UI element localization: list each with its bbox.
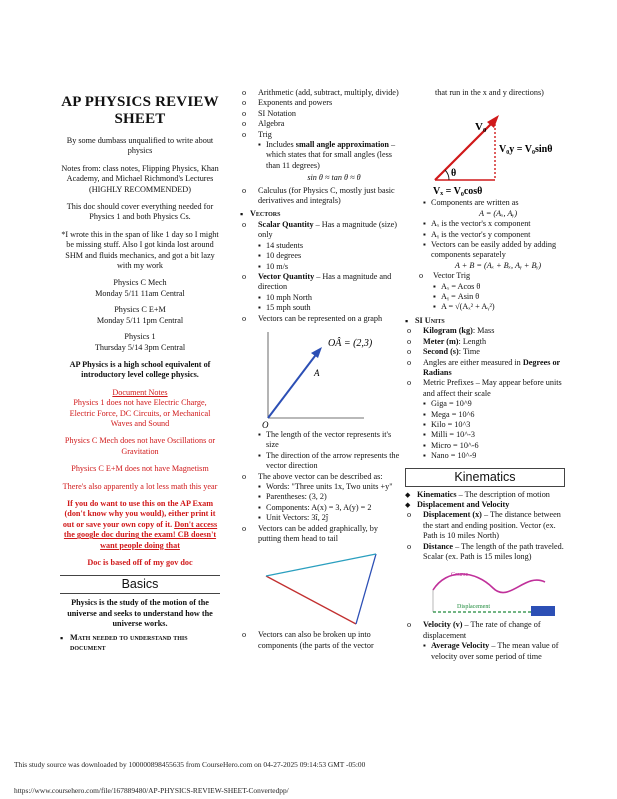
exam-phys1-name: Physics 1 [124, 332, 156, 342]
document-notes-body: Physics 1 does not have Electric Charge, Electric Force, DC Circuits, or Mechanical Waves and Sound [69, 398, 211, 428]
diagram-course-label: Course [451, 572, 468, 579]
list-item [405, 620, 565, 641]
list-item: o Vector Trig [405, 271, 565, 281]
vectors-list [240, 209, 402, 323]
avg-velocity-label: Average Velocity [431, 641, 490, 651]
list-item: ▪ Nano = 10^-9 [405, 451, 565, 461]
angles-b: Degrees or Radians [423, 357, 561, 377]
vectors-heading: Vectors [250, 209, 281, 219]
displacement-label: Displacement (x) [423, 510, 482, 520]
m-desc: : Length [458, 336, 487, 346]
exam-mech-time: Monday 5/11 11am Central [95, 288, 185, 298]
exam-em [60, 305, 220, 326]
vector-notes [240, 430, 402, 544]
velocity-list [405, 620, 565, 662]
components-list [240, 630, 402, 651]
scalar-label: Scalar Quantity [258, 219, 314, 229]
list-item: ▪ 10 mph North [240, 293, 402, 303]
exam-mech-name: Physics C Mech [113, 278, 167, 288]
diagram-vector-a [266, 576, 356, 624]
vector-desc: – Has a magnitude and direction [258, 271, 392, 292]
list-item: ▪ Micro = 10^-6 [405, 441, 565, 451]
section-basics: Basics [60, 575, 220, 594]
diagram-vector-b [356, 554, 376, 624]
list-item [405, 641, 565, 662]
document-notes [60, 388, 220, 430]
si-units-heading: SI Units [415, 315, 445, 325]
list-item: ▪ Parentheses: (3, 2) [240, 492, 402, 502]
list-item: ▪ 10 degrees [240, 251, 402, 261]
displacement-diagram [427, 566, 557, 618]
comp-eq: A = (Aₓ, Aᵧ) [478, 208, 518, 218]
list-item: ▪ Giga = 10^9 [405, 399, 565, 409]
list-item [405, 347, 565, 357]
s-desc: : Time [458, 347, 480, 357]
exam-note: There's also apparently a lot less math this year [62, 481, 218, 491]
wrote-note: *I wrote this in the span of like 1 day so I might be missing stuff. Also I got kinda lost around SHM and fluids mechanics, and got a bit lazy with my work [61, 229, 219, 271]
list-item [405, 542, 565, 563]
distance-label: Distance [423, 541, 454, 551]
distance-desc: – The length of the path traveled. Scalar (ex. Path is 15 miles long) [423, 541, 564, 561]
list-item: ▪ Aᵧ is the vector's y component [405, 230, 565, 240]
list-item: ▪ Unit Vectors: 3î, 2ĵ [240, 513, 402, 523]
list-item [240, 272, 402, 293]
list-item: ▪ The direction of the arrow represents the vector direction [240, 451, 402, 472]
small-angle-b: small angle approximation [295, 140, 389, 150]
list-item: o Metric Prefixes – May appear before units and affect their scale [405, 378, 565, 399]
section-kinematics: Kinematics [405, 468, 565, 487]
list-item: o Calculus (for Physics C, mostly just basic derivatives and integrals) [240, 186, 402, 207]
list-item: ▪ The length of the vector represents it's size [240, 430, 402, 451]
diagram-vector-sum [266, 554, 376, 576]
scalar-desc: – Has a magnitude (size) only [258, 219, 398, 240]
list-item [405, 358, 565, 379]
diagram-end-marker [531, 606, 555, 616]
component-diagram [405, 100, 565, 198]
column-left [60, 88, 220, 653]
exam-mech [60, 278, 220, 299]
list-item: ▪ Aᵧ = Asin θ [405, 292, 565, 302]
list-item [405, 490, 565, 500]
list-item: o Vectors can also be broken up into components (the parts of the vector [240, 630, 402, 651]
components-cont: that run in the x and y directions) [435, 88, 544, 97]
exam-em-name: Physics C E+M [114, 305, 166, 315]
angles-a: Angles are either measured in [423, 357, 523, 367]
list-item: o SI Notation [240, 109, 402, 119]
list-item: o Arithmetic (add, subtract, multiply, divide) [240, 88, 402, 98]
s-label: Second (s) [423, 347, 459, 357]
list-item: ◆ Displacement and Velocity [405, 500, 565, 510]
basics-list [60, 633, 220, 654]
footer-url[interactable]: https://www.coursehero.com/file/167889480/AP-PHYSICS-REVIEW-SHEET-Convertedpp/ [14, 786, 289, 795]
notes-from: Notes from: class notes, Flipping Physics, Khan Academy, and Michael Richmond's Lectures (HIGHLY RECOMMENDED) [61, 163, 219, 194]
footer-source: This study source was downloaded by 100000898455635 from CourseHero.com on 04-27-2025 09:14:53 GMT -05:00 [14, 760, 366, 769]
head-to-tail-diagram [252, 546, 402, 630]
list-item: ▪ Components are written as [405, 198, 565, 208]
list-item: ▪ Kilo = 10^3 [405, 420, 565, 430]
list-item: o Algebra [240, 119, 402, 129]
diagram-vx-label: Vₓ = V₀cosθ [433, 186, 483, 198]
m-label: Meter (m) [423, 336, 459, 346]
math-needed-label: Math needed to understand this document [70, 632, 188, 653]
diagram-vy-label: V₀y = V₀sinθ [499, 144, 553, 156]
list-item: ▪ A = √(Aₓ² + Aᵧ²) [405, 302, 565, 312]
small-angle-eq: sin θ ≈ tan θ ≈ θ [307, 173, 361, 183]
exam-warning-b: Don't access the google doc during the exam! CB doesn't want people doing that [63, 519, 218, 550]
avg-velocity-desc: – The mean value of velocity over some period of time [431, 641, 559, 661]
list-item: ▪ Aₓ = Acos θ [405, 282, 565, 292]
math-list [240, 88, 402, 206]
kinematics-list [405, 490, 565, 563]
list-item: ▪ 15 mph south [240, 303, 402, 313]
diagram-theta-label: θ [451, 168, 457, 180]
list-item: o Vectors can be represented on a graph [240, 314, 402, 324]
velocity-desc: – The rate of change of displacement [423, 620, 541, 640]
diagram-displacement-label: Displacement [457, 604, 490, 611]
exam-warning-a: If you do want to use this on the AP Exam (don't know why you would), either print it out or save your own copy of it. [62, 498, 216, 529]
list-item [405, 510, 565, 541]
velocity-label: Velocity (v) [423, 620, 463, 630]
em-note: Physics C E+M does not have Magnetism [71, 464, 209, 474]
kinematics-desc: – The description of motion [456, 489, 550, 499]
physics-definition: Physics is the study of the motion of the universe and seeks to understand how the universe works. [67, 598, 213, 629]
list-item: ▪ Words: "Three units 1x, Two units +y" [240, 482, 402, 492]
kinematics-label: Kinematics [417, 489, 457, 499]
diagram-angle-arc [445, 170, 449, 180]
page-title: AP PHYSICS REVIEW SHEET [61, 94, 219, 127]
si-units-list [405, 316, 565, 462]
list-item: ▪ Mega = 10^6 [405, 410, 565, 420]
diagram-course-path [433, 574, 545, 593]
graph-vector-arrow [268, 352, 318, 418]
kg-label: Kilogram (kg) [423, 326, 473, 336]
list-item [240, 209, 402, 219]
list-item: ▪ Components: A(x) = 3, A(y) = 2 [240, 503, 402, 513]
document-notes-title: Document Notes [112, 387, 168, 397]
column-right [405, 88, 565, 662]
exam-phys1 [60, 332, 220, 353]
components-notes [405, 198, 565, 312]
list-item: ▪ Aₓ is the vector's x component [405, 219, 565, 229]
list-item [60, 633, 220, 654]
list-item [405, 316, 565, 326]
small-angle-a: Includes [266, 140, 296, 150]
diagram-v0-label: V₀ [475, 121, 487, 134]
graph-origin: O [262, 419, 269, 428]
byline: By some dumbass unqualified to write about physics [66, 136, 214, 156]
list-item [405, 326, 565, 336]
vector-graph [254, 328, 404, 428]
graph-a: A [314, 367, 320, 378]
cover-note: This doc should cover everything needed for Physics 1 and both Physics Cs. [66, 202, 214, 222]
exam-em-time: Monday 5/11 1pm Central [96, 315, 184, 325]
list-item: ▪ 14 students [240, 241, 402, 251]
small-angle-c: – which states that for small angles (less than 11 degrees) [266, 140, 396, 170]
list-item: o Vectors can be added graphically, by putting them head to tail [240, 524, 402, 545]
vector-label: Vector Quantity [258, 271, 315, 281]
displacement-desc: – The distance between the start and ending position. Vector (ex. Path is 10 miles North) [423, 510, 561, 541]
mech-note: Physics C Mech does not have Oscillations or Gravitation [64, 436, 216, 456]
exam-warning [60, 499, 220, 551]
list-item: ▪ Vectors can be easily added by adding components separately [405, 240, 565, 261]
list-item [405, 337, 565, 347]
list-item: o Trig [240, 130, 402, 140]
list-item: ▪ Milli = 10^-3 [405, 430, 565, 440]
graph-arrowhead [311, 347, 322, 358]
based-note: Doc is based off of my gov doc [87, 558, 193, 567]
added-eq: A + B = (Aₓ + Bₓ, Aᵧ + Bᵧ) [454, 260, 542, 270]
exam-phys1-time: Thursday 5/14 3pm Central [94, 342, 186, 352]
column-middle [240, 88, 402, 651]
graph-label: OÂ = (2,3) [328, 337, 373, 349]
equivalent-note: AP Physics is a high school equivalent of introductory level college physics. [69, 359, 211, 380]
list-item [240, 220, 402, 241]
list-item: o The above vector can be described as: [240, 472, 402, 482]
kg-desc: : Mass [472, 326, 495, 336]
list-item [240, 140, 402, 171]
list-item: ▪ 10 m/s [240, 262, 402, 272]
list-item: o Exponents and powers [240, 98, 402, 108]
